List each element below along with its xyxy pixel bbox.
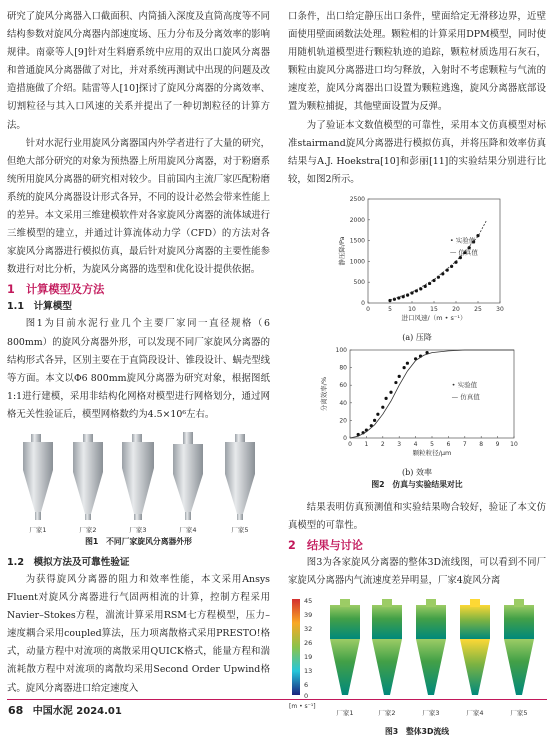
- data-point: [373, 419, 376, 422]
- x-tick-label: 0: [366, 305, 370, 313]
- x-tick-label: 10: [408, 305, 416, 313]
- data-point: [384, 397, 387, 400]
- y-tick-label: 60: [339, 382, 347, 390]
- page-footer: [8, 702, 122, 717]
- paragraph: 针对水泥行业用旋风分离器国内外学者进行了大量的研究，但绝大部分研究的对象为预热器上所用旋风分离器，对于粉磨系统所用旋风分离器的研究相对较少。目前国内主流厂家匹配粉磨系统的旋风分离器设计形式各异，不同的设计必然会带来性能上的差异。本文采用三维建模软件对各家旋风分离器的流体域进行三维模型的建立，并通过计算流体动力学（CFD）的方法对各家旋风分离器进行模拟仿真，最后针对旋风分离器的主要性能参数进行对比分析，为旋风分离器的选型和优化设计提供依据。: [7, 137, 270, 276]
- legend-entry: • 实验值: [451, 380, 478, 389]
- y-tick-label: 20: [339, 417, 347, 425]
- y-axis-label: 分离效率/%: [320, 376, 328, 412]
- paragraph: 结果表明仿真预测值和实验结果吻合较好，验证了本文仿真模型的可靠性。: [288, 502, 546, 532]
- y-tick-label: 2500: [349, 195, 365, 203]
- y-tick-label: 1000: [349, 258, 365, 266]
- cyclone-shape: [122, 434, 154, 520]
- y-tick-label: 80: [339, 364, 347, 372]
- efficiency-chart: [288, 344, 546, 460]
- legend-entry: • 实验值: [449, 236, 476, 245]
- pressure-drop-chart: [288, 193, 546, 325]
- y-tick-label: 40: [339, 399, 347, 407]
- data-point: [376, 413, 379, 416]
- fig1-label: 厂家5: [231, 525, 249, 534]
- paragraph: 图1为目前水泥行业几个主要厂家同一直径规格（6 800mm）的旋风分离器外形，可以发现不同厂家旋风分离器的结构形式各异，区别主要在于直筒段设计、锥段设计、蜗壳型线等方面。本文以Φ6 800mm旋风分离器为研究对象，根据图纸1:1进行建模，采用非结构化网格对模型进行网格划分，通过网格无关性验证后，模型网格数约为4.5×10⁶左右。: [7, 318, 270, 420]
- cyclone-shape: [73, 434, 103, 520]
- streamline-cyclone: [504, 599, 534, 695]
- data-point: [397, 296, 400, 299]
- cyclone-shape: [23, 434, 53, 520]
- x-tick-label: 1: [364, 441, 369, 449]
- x-tick-label: 5: [430, 441, 434, 449]
- plot-frame: [368, 199, 500, 303]
- subsection-heading: 1.2 模拟方法及可靠性验证: [7, 556, 130, 568]
- section-heading: 2 结果与讨论: [288, 539, 363, 553]
- colorbar-tick: 19: [304, 652, 313, 661]
- paragraph: 为了验证本文数值模型的可靠性，采用本文仿真模型对标准stairmand旋风分离器进行模拟仿真，并将压降和效率仿真结果与A.J. Hoekstra[10]和彭丽[11]的实验结果分别进行比较，如图2所示。: [288, 119, 546, 185]
- x-tick-label: 15: [430, 305, 438, 313]
- subfigure-caption: (a) 压降: [402, 333, 432, 343]
- y-tick-label: 2000: [349, 216, 365, 224]
- colorbar-tick: 45: [304, 596, 313, 605]
- cyclone-shapes: [7, 432, 270, 536]
- fig1-label: 厂家1: [29, 525, 47, 534]
- y-tick-label: 0: [361, 299, 365, 307]
- x-tick-label: 20: [452, 305, 460, 313]
- y-axis-label: 静压降/Pa: [338, 236, 346, 266]
- left-column: [7, 8, 270, 698]
- y-tick-label: 500: [353, 279, 365, 287]
- x-tick-label: 7: [462, 441, 467, 449]
- x-tick-label: 25: [474, 305, 482, 313]
- paragraph: 研究了旋风分离器入口截面积、内筒插入深度及直筒高度等不同结构参数对旋风分离器内部速度场、压力分布及分离效率的影响规律。南豪等人[9]针对生料磨系统中应用的双出口旋风分离器和普通旋风分离器做了对比，并对系统再测试中出现的问题及改造措施做了介绍。陆雷等人[10]探讨了旋风分离器的分离效率、切割粒径与其入口风速的关系并提出了一种切割粒径的计算方法。: [7, 11, 270, 131]
- paragraph: 口条件，出口给定静压出口条件，壁面给定无滑移边界，近壁面使用壁面函数法处理。颗粒相的计算采用DPM模型，同时使用随机轨道模型进行颗粒轨迹的追踪，颗粒材质选用石灰石，颗粒由旋风分离器进口均匀释放，入射时不考虑颗粒与气流的速度差，旋风分离器出口设置为颗粒逃逸，旋风分离器底部设置为颗粒捕捉，其他壁面设置为反弹。: [288, 11, 546, 113]
- journal-name: 中国水泥 2024.01: [32, 706, 122, 717]
- x-tick-label: 2: [380, 441, 385, 449]
- paragraph: 为获得旋风分离器的阻力和效率性能，本文采用Ansys Fluent对旋风分离器进行气固两相流的计算，控制方程采用Navier–Stokes方程，湍流计算采用RSM七方程模型，压力–速度耦合采用coupled算法，压力项离散格式采用PRESTO!格式，动量方程中对流项的离散采用QUICK格式，能量方程和湍流耗散方程中对流项的离散均采用Second Order Upwind格式。旋风分离器进口给定速度入: [7, 573, 270, 694]
- colorbar-tick: 13: [304, 666, 313, 675]
- series-line: [390, 220, 487, 300]
- subsection-heading: 1.1 计算模型: [7, 301, 72, 313]
- streamline-cyclone: [372, 599, 402, 695]
- series-line: [350, 350, 514, 438]
- x-axis-label: 进口风速/（m • s⁻¹）: [401, 313, 467, 322]
- cyclone-shape: [173, 432, 203, 520]
- y-tick-label: 100: [335, 347, 347, 355]
- figure-caption: 图2 仿真与实验结果对比: [371, 480, 463, 490]
- fig3-label: 厂家2: [378, 708, 396, 717]
- legend-entry: — 仿真值: [451, 392, 480, 401]
- x-tick-label: 4: [413, 441, 418, 449]
- fig3-label: 厂家1: [336, 708, 354, 717]
- fig3-label: 厂家5: [510, 708, 528, 717]
- x-tick-label: 30: [496, 305, 504, 313]
- fig1-label: 厂家4: [179, 525, 197, 534]
- paragraph: 图3为各家旋风分离器的整体3D流线图，可以看到不同厂家旋风分离器内气流速度差异明显，厂家4旋风分离: [288, 557, 546, 587]
- legend-entry: — 仿真值: [449, 248, 478, 257]
- colorbar: [292, 599, 300, 695]
- x-tick-label: 10: [510, 441, 518, 449]
- data-point: [381, 406, 384, 409]
- colorbar-tick: 0: [304, 691, 309, 700]
- data-point: [424, 285, 427, 288]
- x-axis-label: 颗粒粒径/μm: [412, 449, 452, 458]
- fig3-label: 厂家3: [422, 708, 440, 717]
- colorbar-tick: 32: [304, 624, 313, 633]
- data-point: [389, 391, 392, 394]
- figure-2: [288, 193, 546, 479]
- x-tick-label: 8: [479, 441, 484, 449]
- figure-caption: 图1 不同厂家旋风分离器外形: [85, 536, 192, 546]
- y-tick-label: 1500: [349, 237, 365, 245]
- x-tick-label: 6: [446, 441, 451, 449]
- streamline-cyclone: [460, 599, 490, 695]
- data-point: [394, 381, 397, 384]
- colorbar-unit: [m • s⁻¹]: [289, 702, 316, 710]
- colorbar-tick: 6: [304, 680, 309, 689]
- x-tick-label: 3: [397, 441, 402, 449]
- fig3-label: 厂家4: [466, 708, 484, 717]
- fig1-label: 厂家3: [129, 525, 147, 534]
- x-tick-label: 9: [495, 441, 500, 449]
- x-tick-label: 5: [388, 305, 392, 313]
- footer-rule: [7, 699, 547, 700]
- data-point: [406, 362, 409, 365]
- right-column: [288, 8, 546, 738]
- data-point: [403, 366, 406, 369]
- x-tick-label: 0: [348, 441, 352, 449]
- colorbar-tick: 39: [304, 610, 313, 619]
- subfigure-caption: (b) 效率: [402, 468, 432, 478]
- streamline-cyclone: [330, 599, 360, 695]
- page-number: 68: [8, 704, 24, 717]
- data-point: [402, 295, 405, 298]
- figure-caption: 图3 整体3D流线: [384, 726, 450, 736]
- y-tick-label: 0: [343, 435, 347, 443]
- colorbar-tick: 26: [304, 638, 313, 647]
- data-point: [398, 375, 401, 378]
- section-heading: 1 计算模型及方法: [7, 283, 105, 297]
- figure-3: [288, 595, 546, 726]
- fig1-label: 厂家2: [79, 525, 97, 534]
- streamline-cyclone: [416, 599, 446, 695]
- cyclone-shape: [225, 434, 255, 520]
- figure-1: [7, 432, 270, 536]
